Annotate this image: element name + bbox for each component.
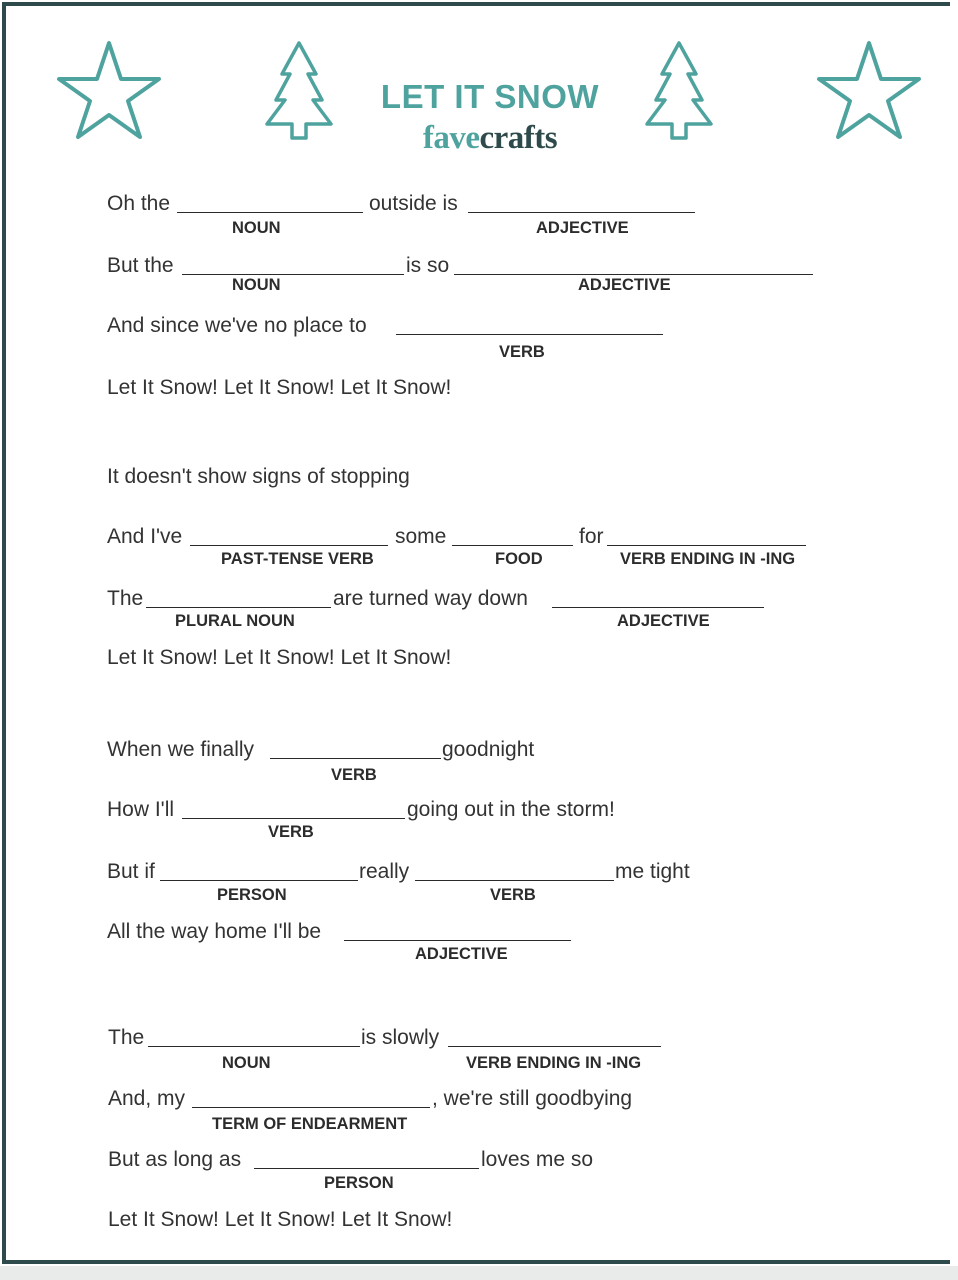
line-text: are turned way down [333,587,528,610]
blank-label: VERB [499,343,545,361]
blank[interactable] [190,545,388,546]
brand-crafts: crafts [479,120,558,156]
blank[interactable] [344,940,571,941]
blank-label: PERSON [217,886,287,904]
chorus-line: Let It Snow! Let It Snow! Let It Snow! [107,376,452,399]
line-text: some [395,525,447,548]
blank-label: ADJECTIVE [617,612,710,630]
blank[interactable] [448,1046,661,1047]
blank[interactable] [552,607,764,608]
line-text: going out in the storm! [407,798,615,821]
blank[interactable] [468,212,695,213]
brand-fave: fave [422,120,480,156]
blank[interactable] [270,758,441,759]
blank[interactable] [160,880,358,881]
line-text: The [107,587,144,610]
blank[interactable] [192,1107,430,1108]
blank-label: PLURAL NOUN [175,612,295,630]
tree-icon [644,40,714,140]
blank[interactable] [452,545,573,546]
blank[interactable] [146,607,331,608]
blank-label: ADJECTIVE [536,219,629,237]
blank-label: ADJECTIVE [578,276,671,294]
line-text: But if [107,860,155,883]
line-text: me tight [615,860,690,883]
blank[interactable] [454,274,813,275]
blank-label: VERB ENDING IN -ING [620,550,796,568]
blank[interactable] [182,274,404,275]
line-text: outside is [369,192,458,215]
line-text: But the [107,254,174,277]
star-icon [56,40,162,140]
line-text: Oh the [107,192,171,215]
blank[interactable] [415,880,614,881]
line-text: is slowly [361,1026,440,1049]
line-text: When we finally [107,738,255,761]
page-title: LET IT SNOW [380,78,600,115]
blank-label: FOOD [495,550,543,568]
line-text: is so [406,254,450,277]
line-text: And I've [107,525,183,548]
line-text: The [108,1026,145,1049]
tree-icon [264,40,334,140]
blank[interactable] [607,545,806,546]
line-text: All the way home I'll be [107,920,322,943]
blank[interactable] [182,818,405,819]
star-icon [816,40,922,140]
blank-label: ADJECTIVE [415,945,508,963]
brand-logo [340,120,640,157]
blank-label: NOUN [232,219,281,237]
blank-label: VERB [268,823,314,841]
blank-label: NOUN [222,1054,271,1072]
line-text: How I'll [107,798,175,821]
chorus-line: Let It Snow! Let It Snow! Let It Snow! [107,646,452,669]
blank-label: VERB [331,766,377,784]
blank[interactable] [177,212,363,213]
line-text: But as long as [108,1148,242,1171]
line-text: loves me so [481,1148,594,1171]
blank-label: NOUN [232,276,281,294]
blank-label: TERM OF ENDEARMENT [212,1115,408,1133]
blank-label: VERB [490,886,536,904]
blank-label: PAST-TENSE VERB [221,550,374,568]
blank-label: PERSON [324,1174,394,1192]
blank-label: VERB ENDING IN -ING [466,1054,642,1072]
line-text: And since we've no place to [107,314,367,337]
line-text: goodnight [442,738,535,761]
chorus-line: Let It Snow! Let It Snow! Let It Snow! [108,1208,453,1231]
line-text: It doesn't show signs of stopping [107,465,410,488]
blank[interactable] [254,1168,479,1169]
line-text: for [579,525,604,548]
bottom-shade [0,1266,958,1280]
line-text: , we're still goodbying [432,1087,633,1110]
line-text: And, my [108,1087,186,1110]
blank[interactable] [396,334,663,335]
blank[interactable] [148,1046,360,1047]
line-text: really [359,860,410,883]
